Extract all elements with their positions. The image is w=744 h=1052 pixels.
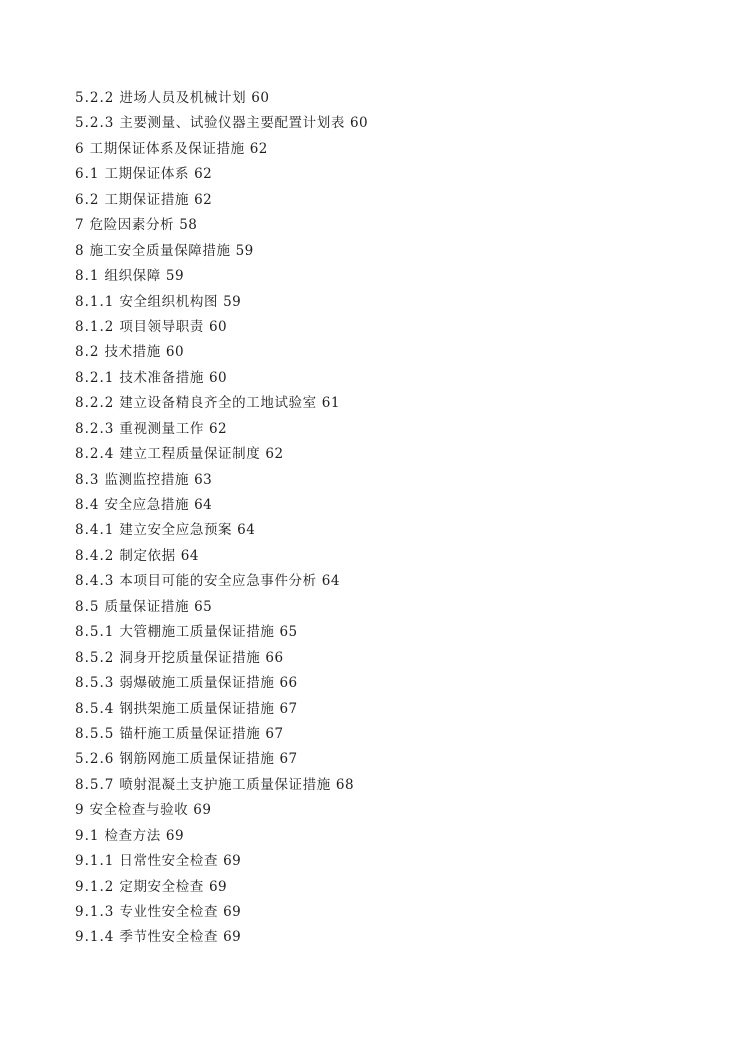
toc-entry xyxy=(75,798,714,823)
toc-entry-number: 8.5.4 xyxy=(75,700,115,717)
toc-entry xyxy=(75,824,714,849)
toc-entry-title: 项目领导职责 xyxy=(119,318,204,335)
toc-entry xyxy=(75,239,714,264)
toc-entry-number: 8.2.3 xyxy=(75,420,115,437)
toc-entry-title: 专业性安全检查 xyxy=(119,904,219,920)
toc-entry-title: 监测监控措施 xyxy=(104,471,190,488)
toc-entry-title: 钢拱架施工质量保证措施 xyxy=(119,700,275,717)
toc-entry xyxy=(75,391,714,416)
toc-entry-page: 59 xyxy=(223,293,242,310)
toc-entry-number: 6.2 xyxy=(75,191,100,208)
toc-entry xyxy=(75,264,714,289)
toc-entry-number: 8.1.2 xyxy=(75,318,115,335)
toc-entry xyxy=(75,849,714,874)
toc-entry-number: 6.1 xyxy=(75,166,100,183)
toc-entry-number: 8 xyxy=(75,242,85,259)
toc-entry-title: 建立设备精良齐全的工地试验室 xyxy=(119,395,317,412)
toc-entry xyxy=(75,595,714,620)
toc-entry-title: 制定依据 xyxy=(119,547,176,564)
toc-entry-number: 8.5.5 xyxy=(75,725,115,742)
toc-entry-page: 61 xyxy=(321,395,340,412)
toc-entry-number: 9.1 xyxy=(75,827,100,844)
toc-entry-title: 工期保证体系及保证措施 xyxy=(89,140,245,157)
toc-entry-title: 安全组织机构图 xyxy=(119,293,219,310)
toc-entry xyxy=(75,544,714,569)
toc-entry-page: 64 xyxy=(237,522,256,539)
toc-entry xyxy=(75,366,714,391)
toc-entry-number: 9.1.1 xyxy=(75,853,115,870)
toc-entry-number: 8.4.3 xyxy=(75,573,115,590)
toc-entry-page: 58 xyxy=(179,217,198,234)
toc-entry-number: 5.2.2 xyxy=(75,90,115,106)
toc-entry xyxy=(75,493,714,518)
toc-entry-title: 检查方法 xyxy=(104,827,161,844)
toc-entry-page: 63 xyxy=(194,471,213,488)
toc-entry xyxy=(75,315,714,340)
toc-entry-number: 8.5.1 xyxy=(75,624,115,641)
toc-entry-page: 66 xyxy=(265,649,284,666)
toc-entry-page: 62 xyxy=(194,166,213,183)
toc-entry-number: 8.3 xyxy=(75,471,100,488)
toc-entry-page: 60 xyxy=(208,369,228,386)
toc-entry-title: 锚杆施工质量保证措施 xyxy=(119,725,261,742)
toc-entry-page: 66 xyxy=(279,675,298,692)
toc-entry-page: 69 xyxy=(223,853,242,870)
toc-entry-title: 技术措施 xyxy=(104,344,161,361)
table-of-contents xyxy=(75,86,714,951)
toc-entry-page: 68 xyxy=(335,776,355,793)
toc-entry-title: 技术准备措施 xyxy=(119,369,204,386)
toc-entry-title: 建立工程质量保证制度 xyxy=(119,446,261,463)
toc-entry-page: 69 xyxy=(223,929,242,946)
toc-entry-page: 67 xyxy=(265,725,284,742)
toc-entry-page: 67 xyxy=(279,700,298,717)
toc-entry xyxy=(75,747,714,772)
toc-entry-number: 5.2.3 xyxy=(75,115,115,132)
toc-entry-title: 重视测量工作 xyxy=(119,420,204,437)
toc-entry-number: 8.5.7 xyxy=(75,776,115,793)
toc-entry xyxy=(75,86,714,111)
toc-entry xyxy=(75,518,714,543)
toc-entry-number: 8.1 xyxy=(75,268,100,285)
toc-entry-page: 60 xyxy=(208,318,228,335)
toc-entry-number: 9.1.3 xyxy=(75,904,115,920)
toc-entry-title: 安全应急措施 xyxy=(104,497,190,513)
toc-entry-number: 8.4.2 xyxy=(75,547,115,564)
toc-entry-number: 9 xyxy=(75,802,85,819)
toc-entry xyxy=(75,925,714,950)
toc-entry xyxy=(75,417,714,442)
toc-entry-title: 组织保障 xyxy=(104,268,161,285)
toc-entry-title: 施工安全质量保障措施 xyxy=(89,242,231,259)
toc-entry-page: 67 xyxy=(279,751,298,768)
toc-entry-page: 65 xyxy=(194,598,213,615)
toc-entry-title: 本项目可能的安全应急事件分析 xyxy=(119,573,317,590)
toc-entry-title: 钢筋网施工质量保证措施 xyxy=(119,751,275,768)
toc-entry-number: 8.1.1 xyxy=(75,293,115,310)
toc-entry-title: 危险因素分析 xyxy=(89,217,175,234)
toc-entry-title: 季节性安全检查 xyxy=(119,929,219,946)
toc-entry xyxy=(75,875,714,900)
toc-entry xyxy=(75,620,714,645)
toc-entry xyxy=(75,646,714,671)
toc-entry xyxy=(75,722,714,747)
toc-entry-title: 定期安全检查 xyxy=(119,878,204,895)
toc-entry-number: 8.5.3 xyxy=(75,675,115,692)
toc-entry xyxy=(75,137,714,162)
toc-entry xyxy=(75,188,714,213)
toc-entry-number: 8.2.1 xyxy=(75,369,115,386)
toc-entry-page: 69 xyxy=(165,827,185,844)
toc-entry-title: 洞身开挖质量保证措施 xyxy=(119,649,261,666)
toc-entry-page: 69 xyxy=(223,904,242,920)
toc-entry-page: 69 xyxy=(208,878,228,895)
toc-entry xyxy=(75,468,714,493)
toc-entry xyxy=(75,569,714,594)
toc-entry-number: 8.4 xyxy=(75,497,100,513)
toc-entry-title: 弱爆破施工质量保证措施 xyxy=(119,675,275,692)
toc-entry-page: 65 xyxy=(279,624,298,641)
toc-entry-page: 62 xyxy=(265,446,284,463)
toc-entry-title: 工期保证体系 xyxy=(104,166,190,183)
toc-entry-number: 9.1.2 xyxy=(75,878,115,895)
toc-entry-title: 主要测量、试验仪器主要配置计划表 xyxy=(119,115,345,132)
toc-entry xyxy=(75,671,714,696)
toc-entry-number: 8.5 xyxy=(75,598,100,615)
toc-entry xyxy=(75,111,714,136)
toc-entry-title: 质量保证措施 xyxy=(104,598,190,615)
toc-entry-number: 5.2.6 xyxy=(75,751,115,768)
toc-entry-title: 工期保证措施 xyxy=(104,191,190,208)
toc-entry-title: 进场人员及机械计划 xyxy=(119,90,247,106)
toc-entry-page: 62 xyxy=(249,140,268,157)
toc-entry-number: 6 xyxy=(75,140,85,157)
toc-entry-page: 60 xyxy=(165,344,185,361)
toc-entry-page: 62 xyxy=(194,191,213,208)
toc-entry-page: 60 xyxy=(349,115,369,132)
toc-entry-title: 安全检查与验收 xyxy=(89,802,189,819)
toc-entry-title: 大管棚施工质量保证措施 xyxy=(119,624,275,641)
toc-entry-number: 8.4.1 xyxy=(75,522,115,539)
toc-entry-page: 69 xyxy=(193,802,212,819)
toc-entry xyxy=(75,162,714,187)
toc-entry xyxy=(75,900,714,925)
toc-entry xyxy=(75,340,714,365)
toc-entry-page: 62 xyxy=(208,420,228,437)
toc-entry-number: 8.2.2 xyxy=(75,395,115,412)
toc-entry xyxy=(75,213,714,238)
toc-entry-number: 8.2 xyxy=(75,344,100,361)
toc-entry xyxy=(75,442,714,467)
toc-entry-number: 9.1.4 xyxy=(75,929,115,946)
toc-entry-page: 59 xyxy=(165,268,185,285)
toc-entry xyxy=(75,773,714,798)
toc-entry-page: 64 xyxy=(194,497,213,513)
toc-entry-number: 8.2.4 xyxy=(75,446,115,463)
toc-entry-page: 59 xyxy=(235,242,254,259)
toc-entry-page: 60 xyxy=(251,90,270,106)
toc-entry-title: 日常性安全检查 xyxy=(119,853,219,870)
toc-entry-page: 64 xyxy=(321,573,340,590)
toc-entry-number: 8.5.2 xyxy=(75,649,115,666)
toc-entry-title: 建立安全应急预案 xyxy=(119,522,233,539)
toc-entry xyxy=(75,697,714,722)
toc-entry-page: 64 xyxy=(180,547,199,564)
toc-entry xyxy=(75,290,714,315)
toc-entry-title: 喷射混凝土支护施工质量保证措施 xyxy=(119,776,331,793)
toc-entry-number: 7 xyxy=(75,217,85,234)
